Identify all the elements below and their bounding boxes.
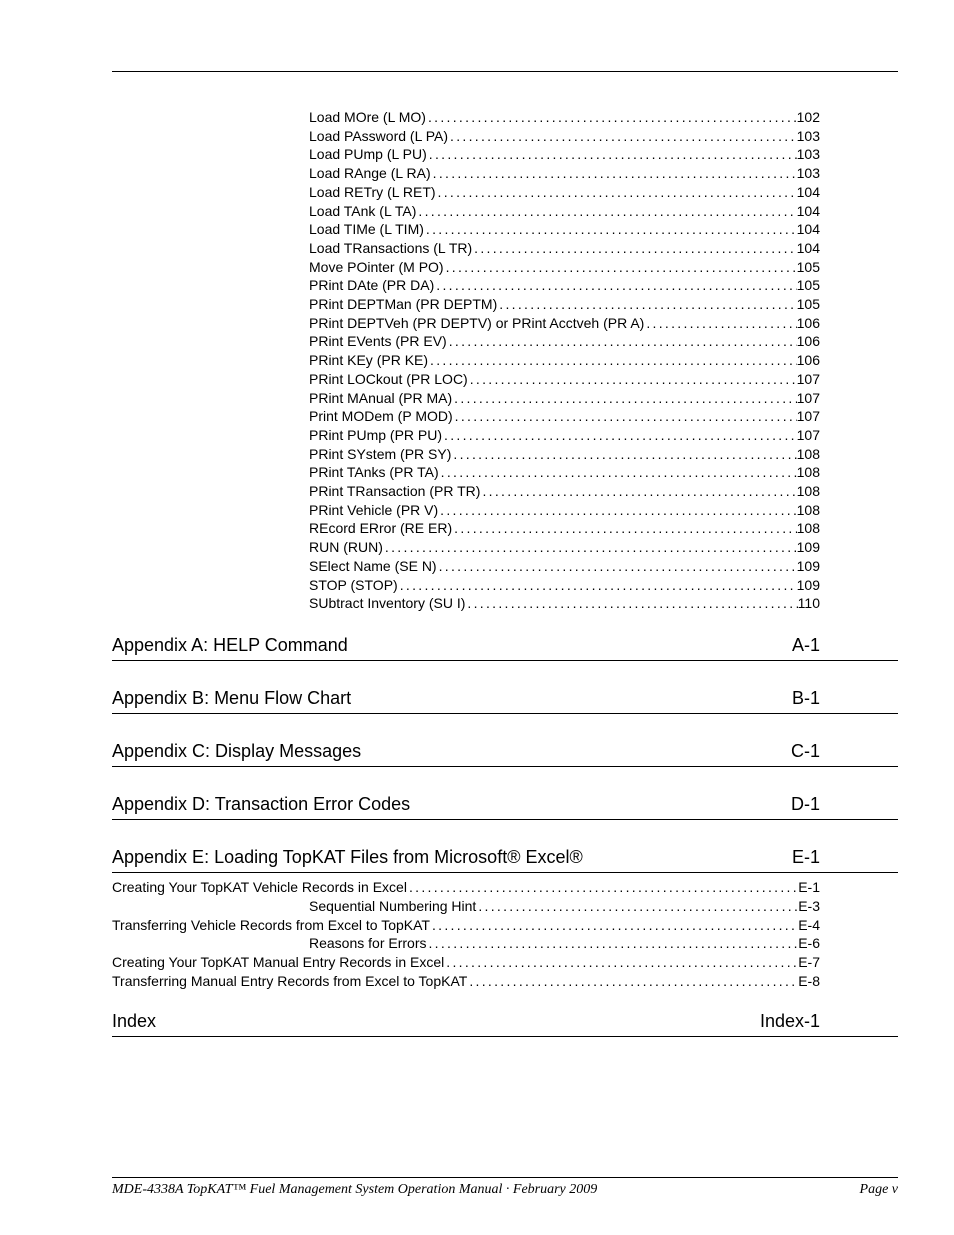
appendix-heading[interactable] <box>112 793 898 820</box>
toc-entry[interactable] <box>309 482 820 500</box>
toc-entry-label: Load PAssword (L PA) <box>309 127 449 144</box>
toc-entry[interactable] <box>309 351 820 369</box>
dot-leader <box>431 164 797 182</box>
toc-entry-page: 110 <box>797 595 820 612</box>
toc-entry-page: 106 <box>796 333 820 350</box>
toc-entry-page: 102 <box>796 109 820 125</box>
toc-entry[interactable] <box>309 389 820 407</box>
dot-leader <box>426 108 797 126</box>
toc-entry-page: 107 <box>796 370 820 387</box>
toc-entry-label: SElect Name (SE N) <box>309 557 437 574</box>
dot-leader <box>436 183 797 201</box>
appendix-title: Appendix D: Transaction Error Codes <box>112 794 411 814</box>
footer-page-number: Page v <box>859 1182 898 1197</box>
toc-entry[interactable] <box>309 183 820 201</box>
footer-document-title: MDE-4338A TopKAT™ Fuel Management System Operation Manual · February 2009 <box>112 1182 598 1197</box>
toc-entry[interactable] <box>112 972 820 990</box>
toc-entry[interactable] <box>309 445 820 463</box>
toc-entry[interactable] <box>309 332 820 350</box>
toc-entry[interactable] <box>309 276 820 294</box>
appendix-heading[interactable] <box>112 740 898 767</box>
toc-entry[interactable] <box>112 916 820 934</box>
toc-entry-label: Transferring Vehicle Records from Excel to TopKAT <box>112 916 430 933</box>
dot-leader <box>452 389 796 407</box>
appendix-page: A-1 <box>791 635 820 655</box>
toc-entry-label: PRint DEPTVeh (PR DEPTV) or PRint Acctveh (PR A) <box>309 314 645 331</box>
toc-entry[interactable] <box>309 108 820 126</box>
appendix-heading[interactable] <box>112 687 898 714</box>
appendix-title: Appendix E: Loading TopKAT Files from Microsoft® Excel® <box>112 847 583 867</box>
toc-entry-label: PRint TAnks (PR TA) <box>309 464 439 481</box>
toc-entry-label: Move POinter (M PO) <box>309 258 444 275</box>
toc-entry-page: 108 <box>796 520 820 537</box>
toc-entry-page: 104 <box>796 183 820 200</box>
toc-entry[interactable] <box>309 501 820 519</box>
dot-leader <box>426 934 798 952</box>
dot-leader <box>398 576 797 594</box>
toc-entry-page: 104 <box>796 221 820 238</box>
toc-entry-label: Transferring Manual Entry Records from Excel to TopKAT <box>112 973 468 989</box>
toc-entry-page: 107 <box>796 426 820 443</box>
toc-entry-label: Load TIMe (L TIM) <box>309 221 424 238</box>
dot-leader <box>424 220 797 238</box>
toc-entry-label: Load TRansactions (L TR) <box>309 239 473 256</box>
toc-entry[interactable] <box>309 426 820 444</box>
dot-leader <box>452 519 797 537</box>
toc-entry-page: 106 <box>796 314 820 331</box>
dot-leader <box>465 594 797 612</box>
dot-leader <box>451 445 796 463</box>
toc-entry-page: 108 <box>796 501 820 518</box>
toc-entry-page: 103 <box>796 127 820 144</box>
toc-entry-page: 104 <box>796 202 820 219</box>
dot-leader <box>434 276 796 294</box>
dot-leader <box>427 145 797 163</box>
dot-leader <box>444 258 797 276</box>
toc-entry-label: PRint KEy (PR KE) <box>309 352 429 369</box>
dot-leader <box>407 878 798 896</box>
index-page: Index-1 <box>759 1011 820 1031</box>
toc-entry-page: E-8 <box>798 973 820 989</box>
toc-entry-label: PRint SYstem (PR SY) <box>309 445 452 462</box>
dot-leader <box>476 897 798 915</box>
toc-entry-label: PRint DAte (PR DA) <box>309 277 435 294</box>
dot-leader <box>497 295 796 313</box>
dot-leader <box>472 239 796 257</box>
toc-entry-page: 107 <box>796 408 820 425</box>
footer-rule <box>112 1177 898 1178</box>
toc-entry-label: PRint TRansaction (PR TR) <box>309 483 481 499</box>
toc-entry[interactable] <box>112 878 820 896</box>
toc-entry-label: Load PUmp (L PU) <box>309 146 427 163</box>
toc-entry[interactable] <box>309 576 820 594</box>
toc-entry-page: 109 <box>796 539 820 556</box>
appendix-page: C-1 <box>790 741 820 761</box>
toc-entry-page: 103 <box>796 165 820 182</box>
dot-leader <box>467 972 798 990</box>
toc-entry-label: Load MOre (L MO) <box>309 109 426 125</box>
toc-entry[interactable] <box>112 953 820 971</box>
toc-entry[interactable] <box>309 258 820 276</box>
toc-entry-page: 109 <box>796 557 820 574</box>
toc-entry[interactable] <box>309 239 820 257</box>
toc-entry-page: E-1 <box>798 879 820 895</box>
toc-entry-page: 107 <box>796 389 820 406</box>
dot-leader <box>453 407 797 425</box>
toc-entry-label: Load TAnk (L TA) <box>309 202 417 219</box>
toc-entry[interactable] <box>309 145 820 163</box>
toc-entry-label: Reasons for Errors <box>309 935 427 952</box>
toc-entry[interactable] <box>309 295 820 313</box>
appendix-page: E-1 <box>791 847 820 867</box>
toc-entry-label: Sequential Numbering Hint <box>309 897 477 914</box>
toc-entry[interactable] <box>309 463 820 481</box>
appendix-title: Appendix B: Menu Flow Chart <box>112 688 352 708</box>
toc-entry[interactable] <box>309 519 820 537</box>
toc-entry-page: 103 <box>796 146 820 163</box>
dot-leader <box>437 557 797 575</box>
toc-entry-page: 109 <box>796 576 820 593</box>
toc-entry-page: E-4 <box>798 916 820 933</box>
toc-entry-label: SUbtract Inventory (SU I) <box>309 595 466 612</box>
toc-entry-page: 108 <box>796 483 820 499</box>
toc-entry[interactable] <box>309 594 820 612</box>
toc-entry-label: PRint DEPTMan (PR DEPTM) <box>309 296 498 312</box>
toc-entry-page: 105 <box>796 277 820 294</box>
toc-entry[interactable] <box>309 127 820 145</box>
toc-entry[interactable] <box>309 220 820 238</box>
index-heading[interactable] <box>112 1010 898 1037</box>
toc-entry-label: Print MODem (P MOD) <box>309 408 453 425</box>
toc-entry-label: PRint Vehicle (PR V) <box>309 501 439 518</box>
toc-entry[interactable] <box>309 164 820 182</box>
toc-entry-label: STOP (STOP) <box>309 576 398 593</box>
toc-entry-label: Load RETry (L RET) <box>309 183 436 200</box>
toc-entry[interactable] <box>309 407 820 425</box>
dot-leader <box>444 953 798 971</box>
toc-entry-page: 106 <box>796 352 820 369</box>
dot-leader <box>438 501 796 519</box>
toc-entry-page: E-3 <box>798 897 820 914</box>
toc-entry[interactable] <box>309 934 820 952</box>
toc-entry-label: RUN (RUN) <box>309 539 383 556</box>
toc-entry-label: Load RAnge (L RA) <box>309 165 431 182</box>
toc-entry[interactable] <box>309 314 820 332</box>
dot-leader <box>448 127 797 145</box>
toc-entry-label: PRint LOCkout (PR LOC) <box>309 370 468 387</box>
toc-entry-label: REcord ERror (RE ER) <box>309 520 453 537</box>
toc-entry[interactable] <box>309 897 820 915</box>
toc-entry-label: PRint EVents (PR EV) <box>309 333 447 350</box>
toc-entry-label: PRint PUmp (PR PU) <box>309 426 443 443</box>
toc-entry-page: 105 <box>796 258 820 275</box>
dot-leader <box>480 482 796 500</box>
dot-leader <box>383 538 797 556</box>
toc-entry[interactable] <box>309 557 820 575</box>
dot-leader <box>430 916 798 934</box>
toc-entry[interactable] <box>309 538 820 556</box>
toc-entry-label: Creating Your TopKAT Vehicle Records in Excel <box>112 879 407 895</box>
toc-entry-page: 108 <box>796 445 820 462</box>
appendix-title: Appendix A: HELP Command <box>112 635 348 655</box>
appendix-page: D-1 <box>790 794 820 814</box>
dot-leader <box>439 463 797 481</box>
toc-entry-page: 105 <box>796 296 820 312</box>
appendix-heading[interactable] <box>112 846 898 873</box>
dot-leader <box>428 351 797 369</box>
toc-entry[interactable] <box>309 370 820 388</box>
toc-entry-page: E-7 <box>798 954 820 971</box>
toc-entry-page: 108 <box>796 464 820 481</box>
appendix-page: B-1 <box>791 688 820 708</box>
dot-leader <box>644 314 796 332</box>
appendix-title: Appendix C: Display Messages <box>112 741 362 761</box>
header-rule <box>112 71 898 72</box>
toc-entry[interactable] <box>309 202 820 220</box>
toc-entry-label: Creating Your TopKAT Manual Entry Records in Excel <box>112 954 445 971</box>
toc-entry-page: 104 <box>796 239 820 256</box>
toc-entry-page: E-6 <box>798 935 820 952</box>
appendix-heading[interactable] <box>112 634 898 661</box>
dot-leader <box>416 202 796 220</box>
dot-leader <box>468 370 797 388</box>
toc-entry-label: PRint MAnual (PR MA) <box>309 389 453 406</box>
dot-leader <box>447 332 797 350</box>
index-title: Index <box>112 1011 157 1031</box>
dot-leader <box>442 426 797 444</box>
